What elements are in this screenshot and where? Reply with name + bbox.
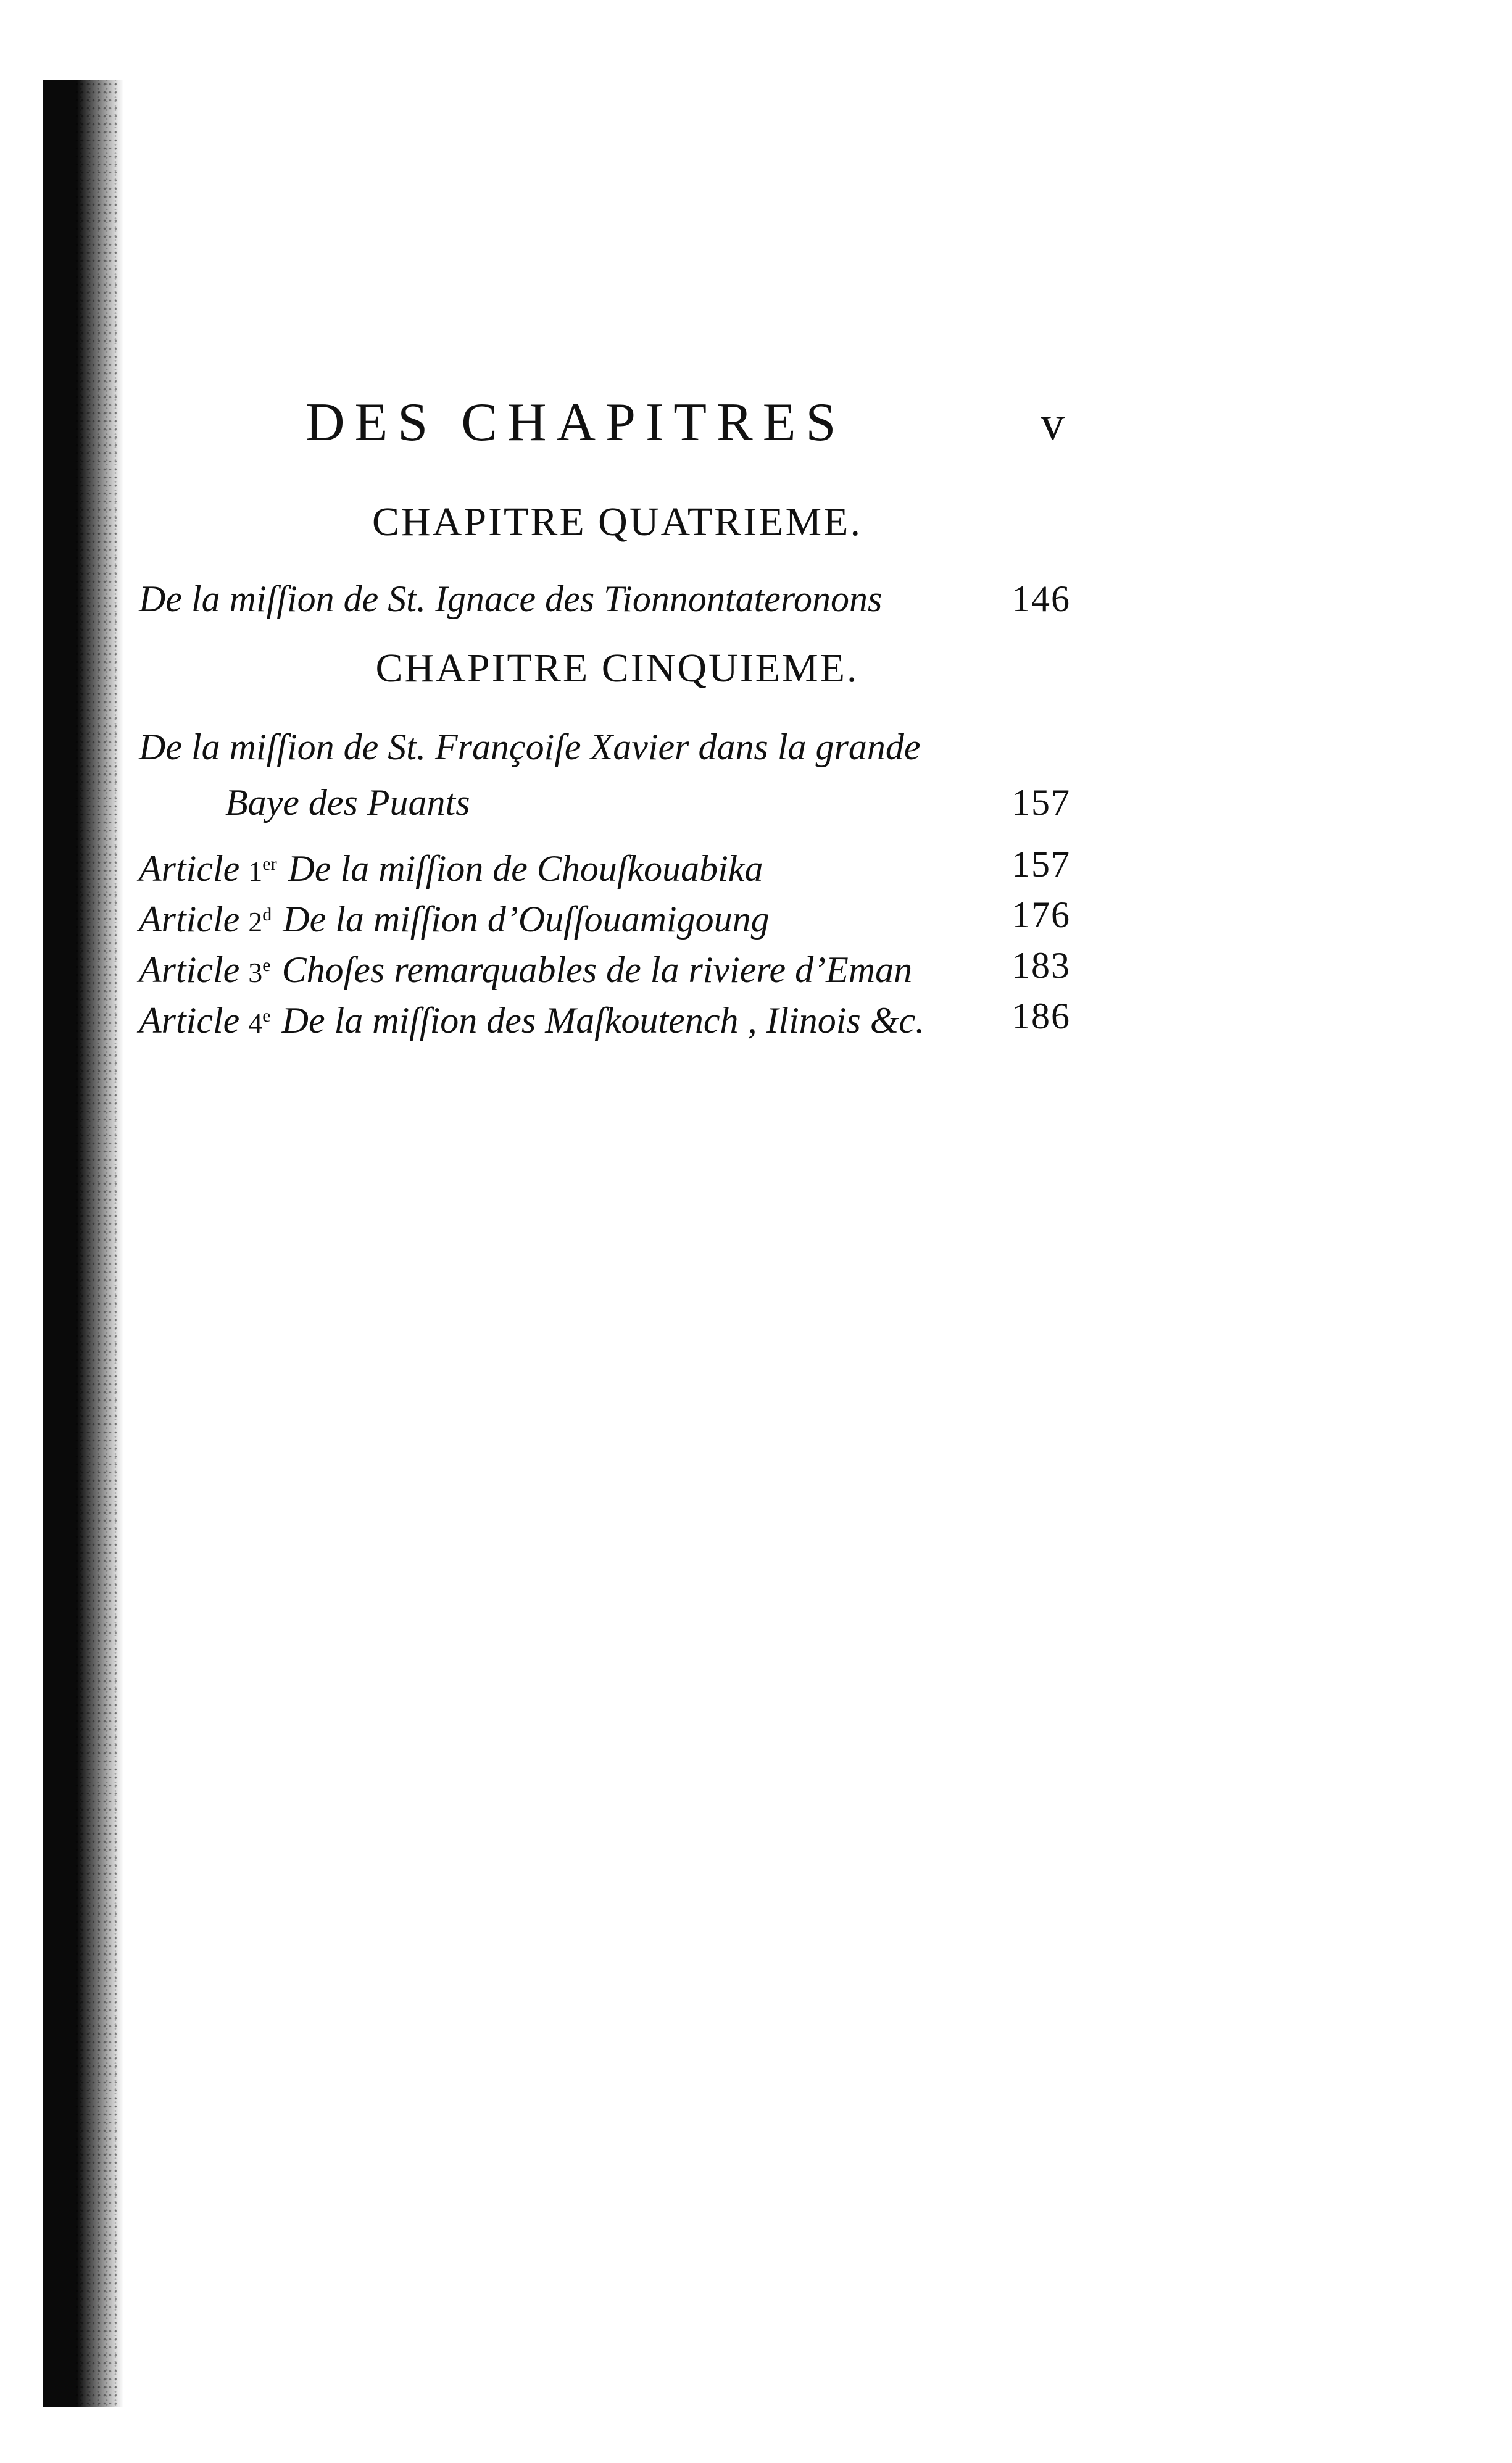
article-label: Article [139,949,240,990]
article-ordinal: 3 [248,957,263,988]
toc-article-3 [139,941,1071,990]
toc-article-2 [139,890,1071,940]
article-ordinal-suffix: er [262,854,277,874]
toc-entry-text: De la miſſion de St. Françoiſe Xavier dans la grande [139,727,921,767]
article-ordinal-suffix: e [262,955,271,975]
toc-entry-page: 157 [1011,782,1071,823]
article-ordinal-suffix: d [262,904,272,925]
toc-entry-page: 183 [1011,945,1071,986]
book-spine-speckle [74,80,117,2407]
article-text: De la miſſion d’Ouſſouamigoung [283,899,770,940]
toc-entry-page: 176 [1011,894,1071,935]
toc-entry-page: 146 [1011,578,1071,619]
article-text: De la miſſion des Maſkoutench , Ilinois &c. [281,1000,925,1041]
toc-article-4 [139,991,1071,1041]
article-text: De la miſſion de Chouſkouabika [288,848,763,889]
page-number: v [1041,396,1065,449]
toc-entry-page: 157 [1011,844,1071,885]
toc-article-1 [139,840,1071,889]
toc-entry-chapter-4 [139,574,1071,623]
article-label: Article [139,848,240,889]
article-ordinal: 2 [248,906,263,938]
toc-entry-chapter-5-continuation [225,778,1071,827]
article-ordinal: 4 [248,1007,263,1039]
toc-entry-chapter-5 [139,722,1071,772]
article-ordinal-suffix: e [262,1006,271,1026]
chapter-heading-cinquieme: CHAPITRE CINQUIEME. [375,646,859,691]
article-ordinal: 1 [248,856,263,887]
article-text: Choſes remarquables de la riviere d’Eman [281,949,913,990]
article-label: Article [139,899,240,940]
running-header [305,389,1077,457]
toc-entry-text: De la miſſion de St. Ignace des Tionnontateronons [139,578,883,619]
running-header-title: DES CHAPITRES [305,393,846,452]
toc-entry-continuation-text: Baye des Puants [225,782,470,823]
article-label: Article [139,1000,240,1041]
chapter-heading-quatrieme: CHAPITRE QUATRIEME. [372,499,862,544]
toc-entry-page: 186 [1011,996,1071,1036]
